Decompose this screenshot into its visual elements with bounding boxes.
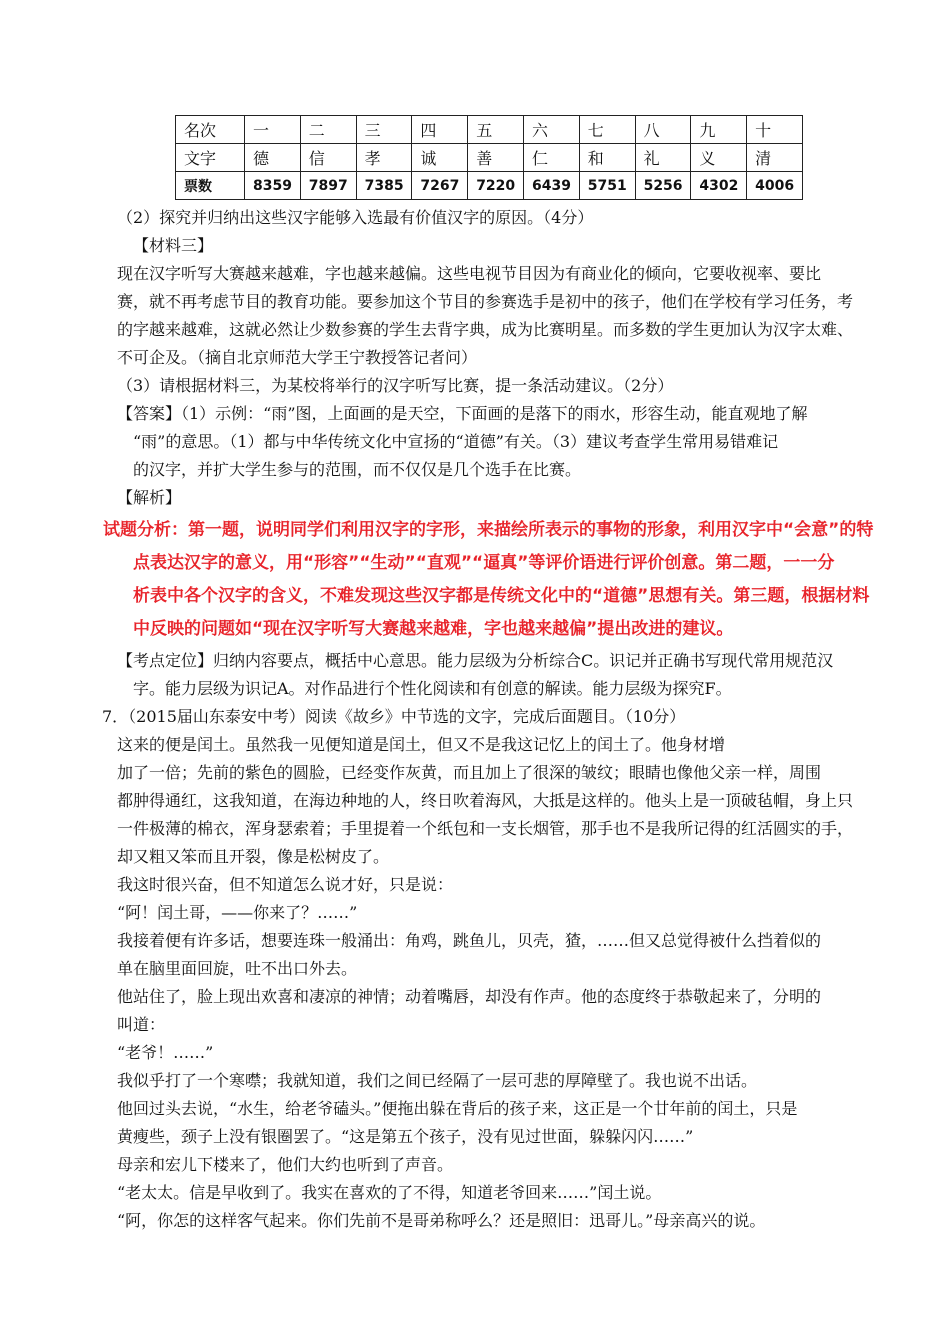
table-cell: 6439 bbox=[523, 172, 579, 200]
table-cell: 5751 bbox=[579, 172, 635, 200]
passage-line: “阿！闰土哥，——你来了？……” bbox=[117, 903, 358, 922]
table-row bbox=[176, 144, 803, 172]
passage-line: 单在脑里面回旋，吐不出口外去。 bbox=[117, 959, 358, 978]
passage-line: 一件极薄的棉衣，浑身瑟索着；手里提着一个纸包和一支长烟管，那手也不是我所记得的红活圆实的手， bbox=[117, 819, 854, 838]
table-cell: 一 bbox=[245, 116, 301, 144]
table-cell: 清 bbox=[747, 144, 803, 172]
table-cell: 仁 bbox=[523, 144, 579, 172]
answer-line: 的汉字，并扩大学生参与的范围，而不仅仅是几个选手在比赛。 bbox=[133, 460, 582, 479]
table-cell: 7385 bbox=[356, 172, 412, 200]
table-cell: 礼 bbox=[635, 144, 691, 172]
table-cell: 7897 bbox=[300, 172, 356, 200]
analysis-line: 点表达汉字的意义，用“形容”“生动”“直观”“逼真”等评价语进行评价创意。第二题，一一分 bbox=[133, 553, 835, 573]
passage-line: 却又粗又笨而且开裂，像是松树皮了。 bbox=[117, 847, 390, 866]
table-cell: 二 bbox=[300, 116, 356, 144]
key-point-line: 【考点定位】归纳内容要点，概括中心意思。能力层级为分析综合C。识记并正确书写现代常用规范汉 bbox=[117, 651, 834, 670]
table-row bbox=[176, 116, 803, 144]
table-cell: 义 bbox=[691, 144, 747, 172]
passage-line: “阿，你怎的这样客气起来。你们先前不是哥弟称呼么？还是照旧：迅哥儿。”母亲高兴的说。 bbox=[117, 1211, 766, 1230]
table-cell: 7220 bbox=[468, 172, 524, 200]
passage-line: 这来的便是闰土。虽然我一见便知道是闰土，但又不是我这记忆上的闰土了。他身材增 bbox=[117, 735, 726, 754]
table-cell: 票数 bbox=[176, 172, 245, 200]
table-cell: 八 bbox=[635, 116, 691, 144]
table-cell: 六 bbox=[523, 116, 579, 144]
table-cell: 4006 bbox=[747, 172, 803, 200]
passage-line: 母亲和宏儿下楼来了，他们大约也听到了声音。 bbox=[117, 1155, 454, 1174]
passage-line: 叫道： bbox=[117, 1015, 166, 1034]
paragraph-line: 现在汉字听写大赛越来越难，字也越来越偏。这些电视节目因为有商业化的倾向，它要收视率、要比 bbox=[117, 264, 822, 283]
table-cell: 8359 bbox=[245, 172, 301, 200]
table-cell: 七 bbox=[579, 116, 635, 144]
table-cell: 德 bbox=[245, 144, 301, 172]
question-7: 7．（2015届山东泰安中考）阅读《故乡》中节选的文字，完成后面题目。（10分） bbox=[102, 707, 686, 726]
table-cell: 信 bbox=[300, 144, 356, 172]
section-heading: 【材料三】 bbox=[133, 236, 214, 255]
passage-line: “老爷！……” bbox=[117, 1043, 214, 1062]
table-row bbox=[176, 172, 803, 200]
paragraph-line: 的字越来越难，这就必然让少数参赛的学生去背字典，成为比赛明星。而多数的学生更加认为汉字太难、 bbox=[117, 320, 854, 339]
table-cell: 十 bbox=[747, 116, 803, 144]
table-cell: 九 bbox=[691, 116, 747, 144]
paragraph-line: 赛，就不再考虑节目的教育功能。要参加这个节目的参赛选手是初中的孩子，他们在学校有学习任务，考 bbox=[117, 292, 854, 311]
question-2: （2）探究并归纳出这些汉字能够入选最有价值汉字的原因。（4分） bbox=[117, 208, 594, 227]
passage-line: 我接着便有许多话，想要连珠一般涌出：角鸡，跳鱼儿，贝壳，猹，……但又总觉得被什么挡着似的 bbox=[117, 931, 822, 950]
table-cell: 7267 bbox=[412, 172, 468, 200]
table-cell: 诚 bbox=[412, 144, 468, 172]
table-cell: 文字 bbox=[176, 144, 245, 172]
passage-line: 黄瘦些，颈子上没有银圈罢了。“这是第五个孩子，没有见过世面，躲躲闪闪……” bbox=[117, 1127, 694, 1146]
passage-line: “老太太。信是早收到了。我实在喜欢的了不得，知道老爷回来……”闰土说。 bbox=[117, 1183, 662, 1202]
passage-line: 我似乎打了一个寒噤；我就知道，我们之间已经隔了一层可悲的厚障壁了。我也说不出话。 bbox=[117, 1071, 758, 1090]
key-point-line: 字。能力层级为识记A。对作品进行个性化阅读和有创意的解读。能力层级为探究F。 bbox=[133, 679, 732, 698]
table-cell: 四 bbox=[412, 116, 468, 144]
table-cell: 4302 bbox=[691, 172, 747, 200]
passage-line: 加了一倍；先前的紫色的圆脸，已经变作灰黄，而且加上了很深的皱纹；眼睛也像他父亲一样，周围 bbox=[117, 763, 822, 782]
table-cell: 善 bbox=[468, 144, 524, 172]
vote-table bbox=[175, 115, 803, 200]
table-cell: 和 bbox=[579, 144, 635, 172]
table-cell: 5256 bbox=[635, 172, 691, 200]
passage-line: 他站住了，脸上现出欢喜和凄凉的神情；动着嘴唇，却没有作声。他的态度终于恭敬起来了，分明的 bbox=[117, 987, 822, 1006]
passage-line: 他回过头去说，“水生，给老爷磕头。”便拖出躲在背后的孩子来，这正是一个廿年前的闰土，只是 bbox=[117, 1099, 798, 1118]
question-3: （3）请根据材料三，为某校将举行的汉字听写比赛，提一条活动建议。（2分） bbox=[117, 376, 674, 395]
table-cell: 名次 bbox=[176, 116, 245, 144]
table-cell: 三 bbox=[356, 116, 412, 144]
table-cell: 孝 bbox=[356, 144, 412, 172]
passage-line: 我这时很兴奋，但不知道怎么说才好，只是说： bbox=[117, 875, 454, 894]
paragraph-line: 不可企及。（摘自北京师范大学王宁教授答记者问） bbox=[117, 348, 478, 367]
table-cell: 五 bbox=[468, 116, 524, 144]
passage-line: 都肿得通红，这我知道，在海边种地的人，终日吹着海风，大抵是这样的。他头上是一顶破毡帽，身上只 bbox=[117, 791, 854, 810]
analysis-line: 中反映的问题如“现在汉字听写大赛越来越难，字也越来越偏”提出改进的建议。 bbox=[133, 619, 734, 639]
answer-line: 【答案】（1）示例：“雨”图，上面画的是天空，下面画的是落下的雨水，形容生动，能直观地了解 bbox=[117, 404, 808, 423]
answer-line: “雨”的意思。（1）都与中华传统文化中宣扬的“道德”有关。（3）建议考查学生常用易错难记 bbox=[133, 432, 779, 451]
analysis-line: 试题分析：第一题，说明同学们利用汉字的字形，来描绘所表示的事物的形象，利用汉字中“会意”的特 bbox=[103, 520, 874, 540]
section-heading: 【解析】 bbox=[117, 488, 182, 507]
analysis-line: 析表中各个汉字的含义，不难发现这些汉字都是传统文化中的“道德”思想有关。第三题，根据材料 bbox=[133, 586, 870, 606]
